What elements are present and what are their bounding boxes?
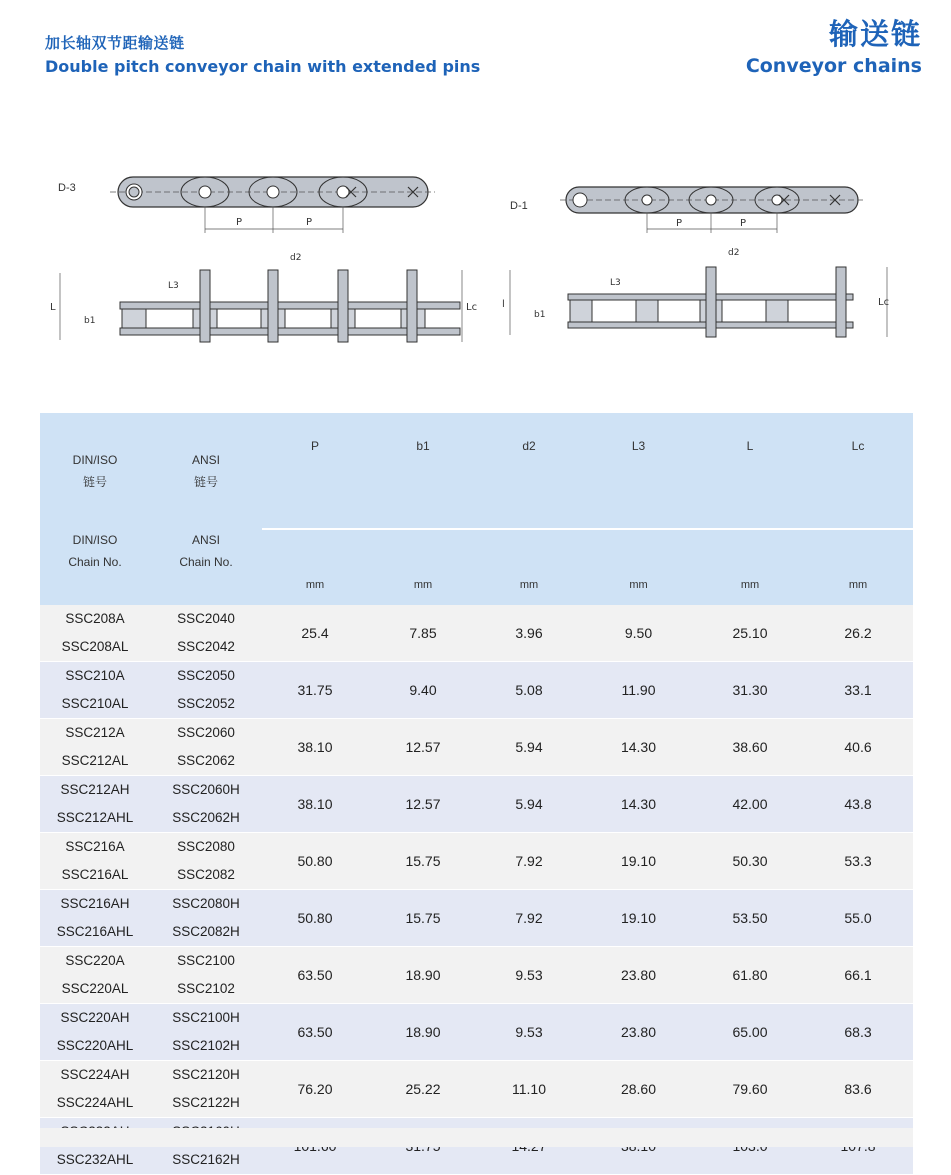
pitch-label-3: P <box>676 218 683 229</box>
ansi-code: SSC2162H <box>172 1152 240 1167</box>
ansi-code: SSC2120H <box>172 1067 240 1082</box>
value-p: 50.80 <box>262 890 368 947</box>
din-chain-no <box>40 1004 150 1061</box>
ansi-code: SSC2080 <box>177 839 235 854</box>
pitch-label-1: P <box>236 217 243 228</box>
value-d2: 5.94 <box>478 719 580 776</box>
ansi-chain-no <box>150 605 262 662</box>
value-lc: 43.8 <box>803 776 913 833</box>
din-chain-no <box>40 719 150 776</box>
value-p: 76.20 <box>262 1061 368 1118</box>
value-b1: 18.90 <box>368 947 478 1004</box>
din-code: SSC210A <box>65 668 125 683</box>
din-code: SSC220AHL <box>56 1038 134 1053</box>
title-en: Double pitch conveyor chain with extended pins <box>45 57 481 76</box>
dim-l3-label: L3 <box>168 281 179 291</box>
col-din-en <box>40 529 150 605</box>
value-p: 50.80 <box>262 833 368 890</box>
col-l: L <box>697 413 803 529</box>
pitch-label-4: P <box>740 218 747 229</box>
value-l3: 23.80 <box>580 947 697 1004</box>
value-l: 65.00 <box>697 1004 803 1061</box>
value-p: 38.10 <box>262 719 368 776</box>
din-code: SSC220AH <box>60 1010 130 1025</box>
value-d2: 9.53 <box>478 947 580 1004</box>
unit-l3: mm <box>580 529 697 605</box>
din-code: SSC216A <box>65 839 125 854</box>
unit-lc: mm <box>803 529 913 605</box>
din-code: SSC212A <box>65 725 125 740</box>
ansi-code: SSC2050 <box>177 668 235 683</box>
din-chain-no <box>40 947 150 1004</box>
ansi-chain-no <box>150 662 262 719</box>
col-l3: L3 <box>580 413 697 529</box>
din-chain-no <box>40 890 150 947</box>
value-l: 38.60 <box>697 719 803 776</box>
value-p: 25.4 <box>262 605 368 662</box>
ansi-code: SSC2102H <box>172 1038 240 1053</box>
value-d2: 7.92 <box>478 833 580 890</box>
col-d2: d2 <box>478 413 580 529</box>
ansi-chain-no <box>150 1004 262 1061</box>
value-l: 53.50 <box>697 890 803 947</box>
table-row <box>40 947 913 1004</box>
value-l3: 19.10 <box>580 833 697 890</box>
value-p: 63.50 <box>262 1004 368 1061</box>
value-lc: 40.6 <box>803 719 913 776</box>
table-row <box>40 890 913 947</box>
ansi-chain-no <box>150 776 262 833</box>
ansi-code: SSC2060H <box>172 782 240 797</box>
value-b1: 15.75 <box>368 833 478 890</box>
value-p: 31.75 <box>262 662 368 719</box>
chain-diagram-d3 <box>50 165 480 355</box>
dim-l-label: L <box>50 302 56 313</box>
value-l3: 14.30 <box>580 719 697 776</box>
col-p: P <box>262 413 368 529</box>
din-code: SSC224AHL <box>56 1095 134 1110</box>
col-lc: Lc <box>803 413 913 529</box>
din-cn-label: DIN/ISO <box>72 453 118 467</box>
unit-b1: mm <box>368 529 478 605</box>
section-title-en: Conveyor chains <box>745 55 922 77</box>
value-lc: 68.3 <box>803 1004 913 1061</box>
value-l3: 14.30 <box>580 776 697 833</box>
diagram-label-d1: D-1 <box>510 200 528 212</box>
ansi-chain-no <box>150 833 262 890</box>
dim-b1-label: b1 <box>84 316 96 326</box>
ansi-en-label: ANSI <box>191 533 220 547</box>
pitch-label-2: P <box>306 217 313 228</box>
din-code: SSC216AHL <box>56 924 134 939</box>
value-l: 79.60 <box>697 1061 803 1118</box>
col-din-cn <box>40 413 150 529</box>
value-b1: 9.40 <box>368 662 478 719</box>
ansi-code: SSC2082 <box>177 867 235 882</box>
ansi-en-label2: Chain No. <box>179 555 233 569</box>
ansi-code: SSC2082H <box>172 924 240 939</box>
extended-pin <box>200 270 210 342</box>
table-row <box>40 662 913 719</box>
value-b1: 15.75 <box>368 890 478 947</box>
value-d2: 5.94 <box>478 776 580 833</box>
ansi-code: SSC2100H <box>172 1010 240 1025</box>
dim-d2-right-label: d2 <box>728 248 740 258</box>
value-b1: 25.22 <box>368 1061 478 1118</box>
ansi-cn-label2: 链号 <box>193 475 218 489</box>
ansi-chain-no <box>150 1061 262 1118</box>
ansi-chain-no <box>150 890 262 947</box>
value-lc: 26.2 <box>803 605 913 662</box>
dim-lc-right-label: Lc <box>878 297 890 308</box>
ansi-cn-label: ANSI <box>191 453 220 467</box>
value-l3: 19.10 <box>580 890 697 947</box>
col-ansi-cn <box>150 413 262 529</box>
ansi-code: SSC2060 <box>177 725 235 740</box>
value-lc: 66.1 <box>803 947 913 1004</box>
section-title-cn: 输送链 <box>828 17 922 51</box>
table-footer-strip <box>40 1128 913 1147</box>
table-row <box>40 719 913 776</box>
ansi-code: SSC2062 <box>177 753 235 768</box>
din-code: SSC216AH <box>60 896 130 911</box>
value-l: 31.30 <box>697 662 803 719</box>
unit-l: mm <box>697 529 803 605</box>
ansi-chain-no <box>150 947 262 1004</box>
din-code: SSC216AL <box>61 867 129 882</box>
din-en-label: DIN/ISO <box>72 533 118 547</box>
value-l: 61.80 <box>697 947 803 1004</box>
ansi-code: SSC2040 <box>177 611 235 626</box>
value-b1: 18.90 <box>368 1004 478 1061</box>
ansi-code: SSC2100 <box>177 953 235 968</box>
ansi-chain-no <box>150 719 262 776</box>
value-l: 25.10 <box>697 605 803 662</box>
value-l3: 28.60 <box>580 1061 697 1118</box>
col-ansi-en <box>150 529 262 605</box>
value-l3: 9.50 <box>580 605 697 662</box>
value-lc: 83.6 <box>803 1061 913 1118</box>
value-l: 50.30 <box>697 833 803 890</box>
value-d2: 3.96 <box>478 605 580 662</box>
dim-l3-right-label: L3 <box>610 278 621 288</box>
dim-d2-label: d2 <box>290 253 302 263</box>
value-d2: 9.53 <box>478 1004 580 1061</box>
value-b1: 12.57 <box>368 776 478 833</box>
ansi-code: SSC2052 <box>177 696 235 711</box>
col-b1: b1 <box>368 413 478 529</box>
table-row <box>40 833 913 890</box>
dim-b1-right-label: b1 <box>534 310 546 320</box>
din-code: SSC212AH <box>60 782 130 797</box>
din-cn-label2: 链号 <box>82 475 107 489</box>
unit-p: mm <box>262 529 368 605</box>
table-row <box>40 776 913 833</box>
value-lc: 55.0 <box>803 890 913 947</box>
table-row <box>40 1004 913 1061</box>
din-chain-no <box>40 662 150 719</box>
din-chain-no <box>40 605 150 662</box>
ansi-code: SSC2122H <box>172 1095 240 1110</box>
table-row <box>40 605 913 662</box>
din-code: SSC220A <box>65 953 125 968</box>
spec-table-body <box>40 605 913 1175</box>
din-code: SSC208A <box>65 611 125 626</box>
din-chain-no <box>40 1061 150 1118</box>
ansi-code: SSC2102 <box>177 981 235 996</box>
page-header-right <box>746 12 922 77</box>
dim-l-right-label: l <box>502 299 505 310</box>
value-p: 38.10 <box>262 776 368 833</box>
diagram-label-d3: D-3 <box>58 182 76 194</box>
title-cn: 加长轴双节距输送链 <box>45 34 185 52</box>
value-d2: 11.10 <box>478 1061 580 1118</box>
din-chain-no <box>40 776 150 833</box>
value-b1: 12.57 <box>368 719 478 776</box>
table-row <box>40 1061 913 1118</box>
value-b1: 7.85 <box>368 605 478 662</box>
spec-table <box>40 413 913 1175</box>
value-lc: 53.3 <box>803 833 913 890</box>
value-l: 42.00 <box>697 776 803 833</box>
page-header-left <box>45 32 480 76</box>
value-l3: 23.80 <box>580 1004 697 1061</box>
ansi-code: SSC2062H <box>172 810 240 825</box>
din-code: SSC220AL <box>61 981 129 996</box>
ansi-code: SSC2042 <box>177 639 235 654</box>
din-code: SSC212AHL <box>56 810 134 825</box>
din-code: SSC208AL <box>61 639 129 654</box>
value-p: 63.50 <box>262 947 368 1004</box>
din-code: SSC224AH <box>60 1067 130 1082</box>
din-chain-no <box>40 833 150 890</box>
value-d2: 5.08 <box>478 662 580 719</box>
ansi-code: SSC2080H <box>172 896 240 911</box>
din-code: SSC212AL <box>61 753 129 768</box>
chain-diagram-d1 <box>500 175 910 355</box>
din-en-label2: Chain No. <box>68 555 122 569</box>
din-code: SSC232AHL <box>56 1152 134 1167</box>
dim-lc-label: Lc <box>466 302 478 313</box>
value-lc: 33.1 <box>803 662 913 719</box>
value-d2: 7.92 <box>478 890 580 947</box>
unit-d2: mm <box>478 529 580 605</box>
din-code: SSC210AL <box>61 696 129 711</box>
value-l3: 11.90 <box>580 662 697 719</box>
